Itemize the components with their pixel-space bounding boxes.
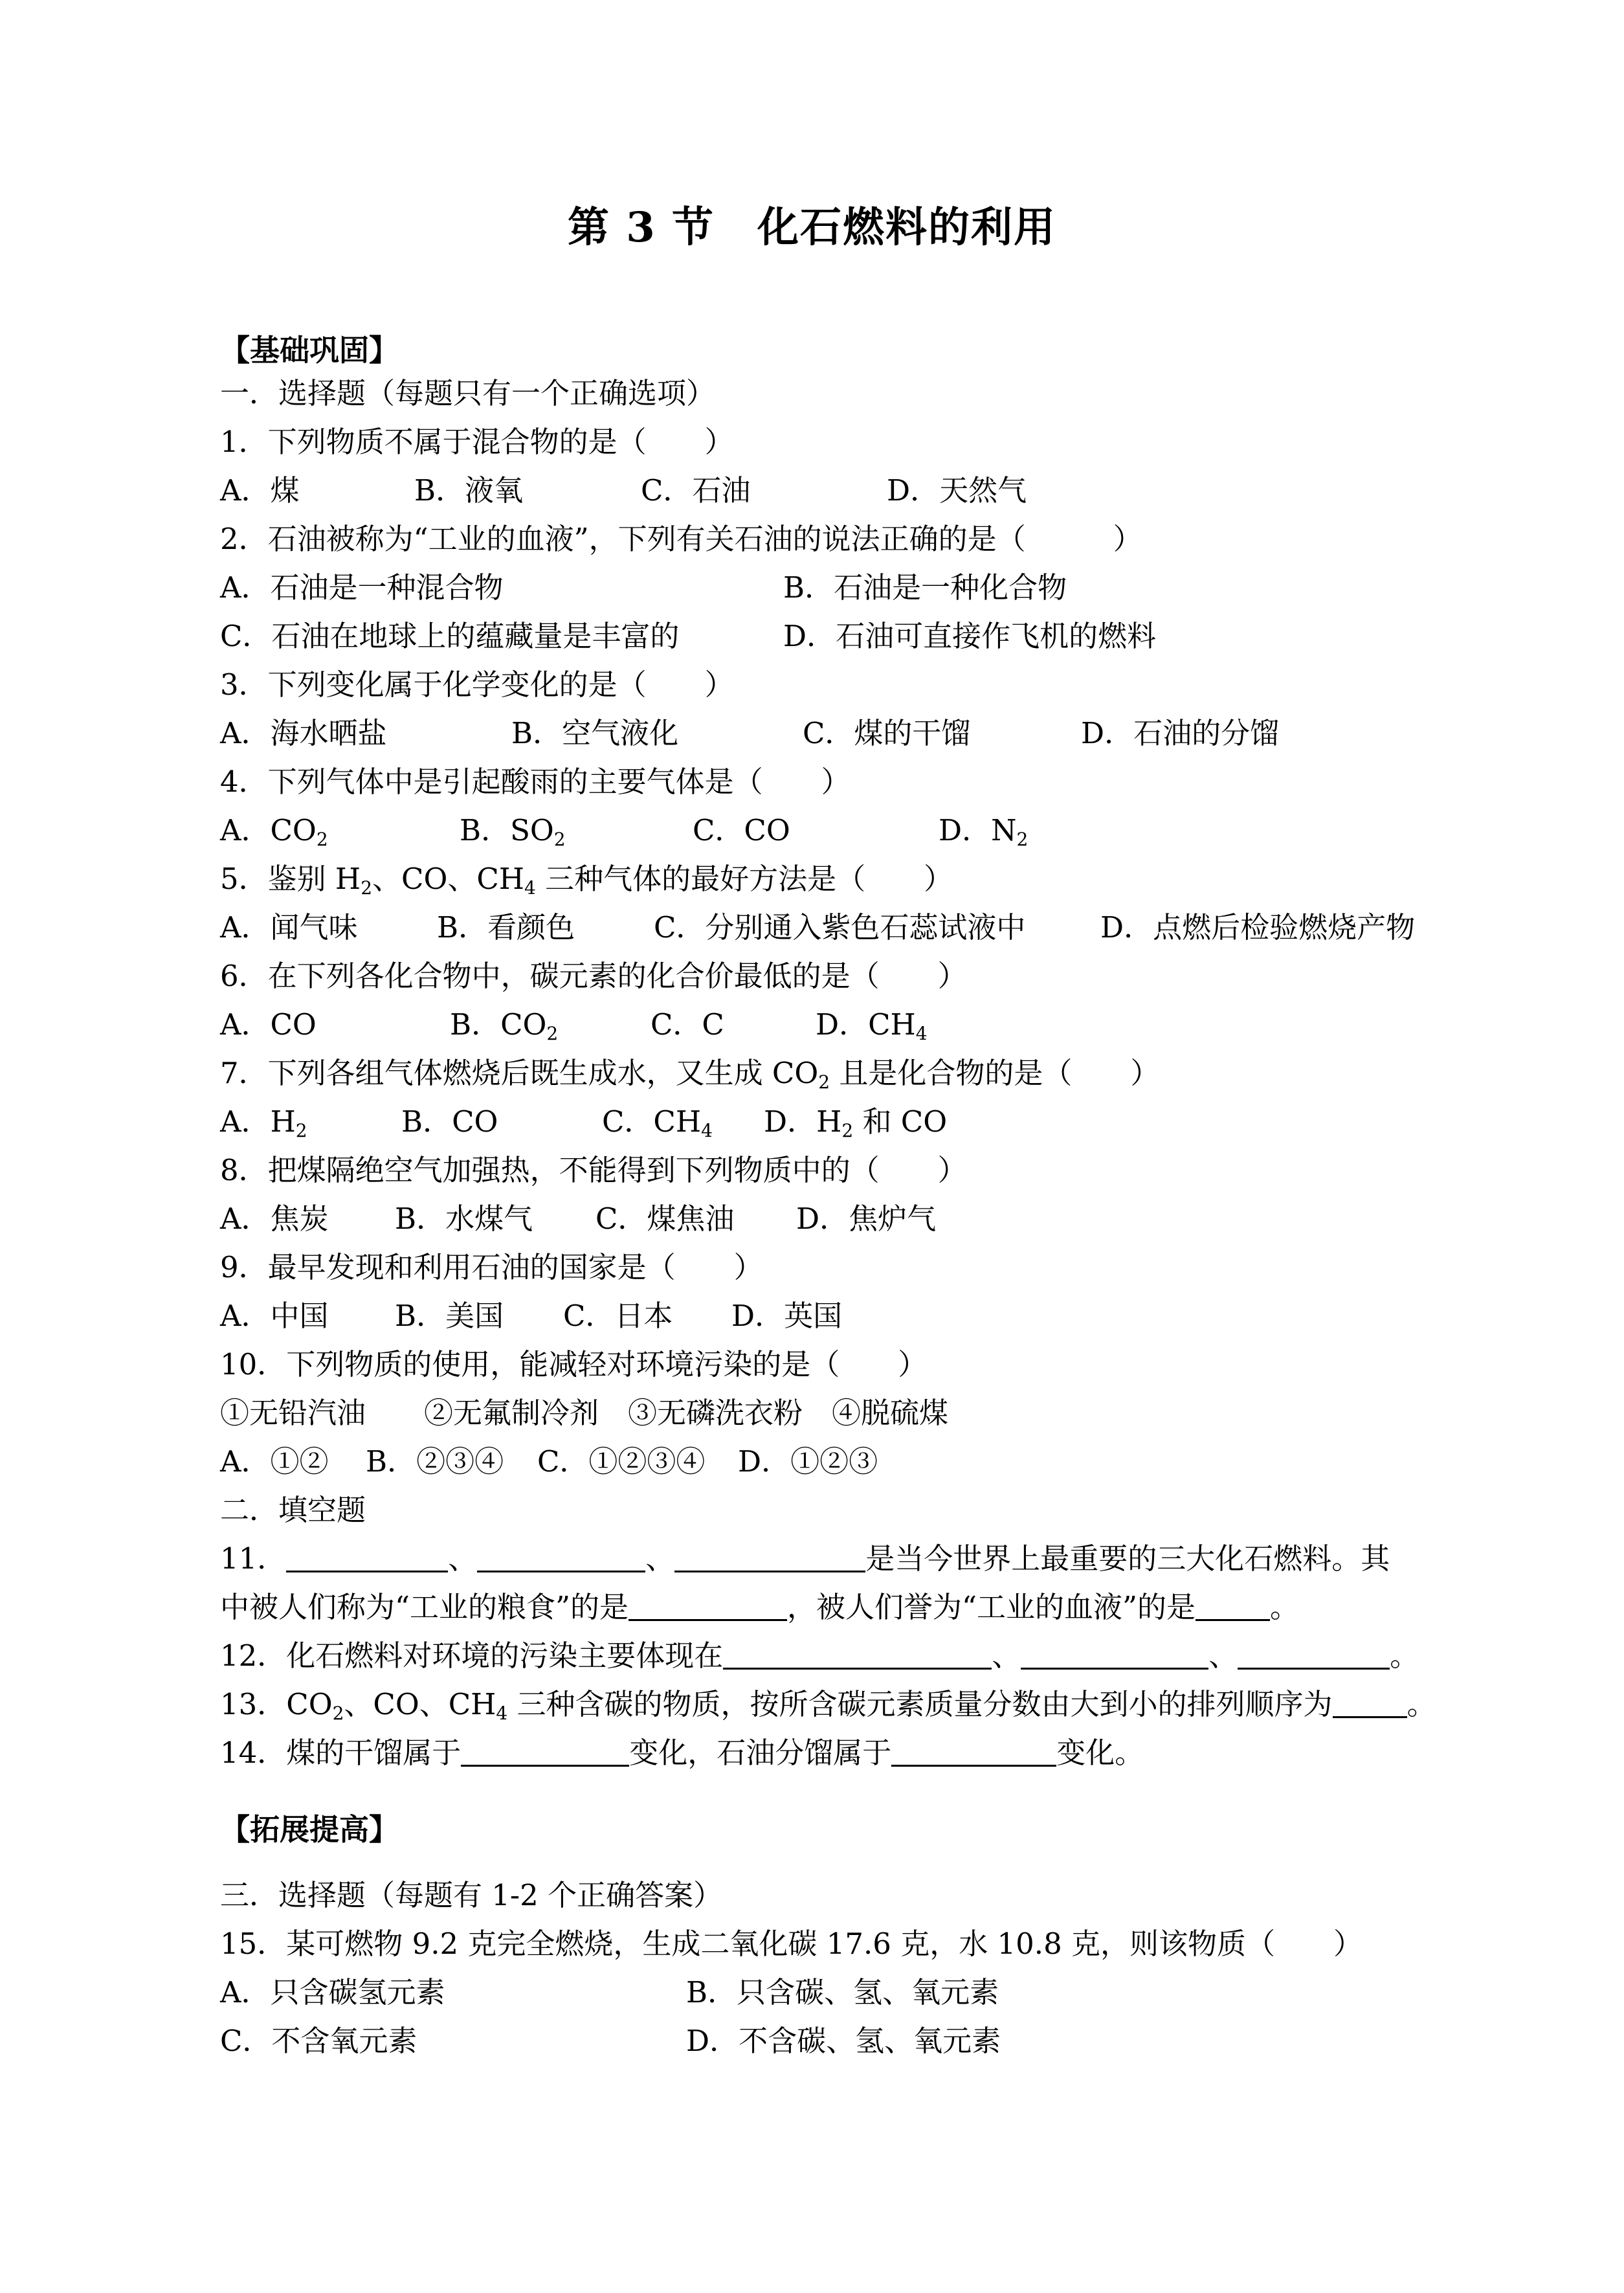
q3-option-c[interactable]: C．煤的干馏 (803, 716, 971, 750)
q3-option-d[interactable]: D．石油的分馏 (1081, 716, 1280, 750)
question-1-stem: 1．下列物质不属于混合物的是（ ） (220, 425, 734, 459)
page-title: 第 3 节 化石燃料的利用 (567, 203, 1057, 252)
question-2-stem: 2．石油被称为“工业的血液”，下列有关石油的说法正确的是（ ） (220, 522, 1142, 556)
q4-option-c[interactable]: C．CO (693, 813, 790, 847)
q8-option-d[interactable]: D．焦炉气 (796, 1202, 937, 1236)
q14-blank-2[interactable] (891, 1739, 1056, 1767)
question-14: 14．煤的干馏属于 变化，石油分馏属于 变化。 (220, 1736, 1144, 1770)
q1-option-c[interactable]: C．石油 (641, 473, 751, 508)
question-8-stem: 8．把煤隔绝空气加强热，不能得到下列物质中的（ ） (220, 1153, 967, 1187)
q6-option-c[interactable]: C．C (651, 1007, 724, 1042)
q15-option-a[interactable]: A．只含碳氢元素 (220, 1975, 445, 2009)
q7-option-d[interactable]: D．$H_2$ 和 CO (764, 1104, 948, 1141)
q10-option-d[interactable]: D．①②③ (738, 1444, 878, 1479)
q15-option-b[interactable]: B．只含碳、氢、氧元素 (686, 1975, 999, 2009)
question-13: 13．$CO_2$、CO、$CH_4$ 三种含碳的物质，按所含碳元素质量分数由大到小的排列顺序为 。 (220, 1687, 1436, 1724)
q14-blank-1[interactable] (461, 1739, 629, 1767)
q6-option-b[interactable]: B．$CO_2$ (450, 1007, 559, 1044)
q3-option-b[interactable]: B．空气液化 (511, 716, 679, 750)
question-4-stem: 4．下列气体中是引起酸雨的主要气体是（ ） (220, 765, 851, 799)
q9-option-d[interactable]: D．英国 (731, 1299, 843, 1333)
q1-option-b[interactable]: B．液氧 (414, 473, 524, 508)
q9-option-b[interactable]: B．美国 (395, 1299, 504, 1333)
q8-option-b[interactable]: B．水煤气 (395, 1202, 533, 1236)
q11-blank-2[interactable] (477, 1545, 645, 1572)
q12-blank-3[interactable] (1238, 1642, 1390, 1670)
q1-option-d[interactable]: D．天然气 (887, 473, 1027, 508)
section-extend: 【拓展提高】 (220, 1812, 399, 1847)
q7-option-c[interactable]: C．$CH_4$ (602, 1104, 713, 1141)
q5-option-c[interactable]: C．分别通入紫色石蕊试液中 (654, 910, 1026, 945)
q11-blank-3[interactable] (674, 1545, 865, 1572)
part-one-heading: 一．选择题（每题只有一个正确选项） (220, 376, 716, 410)
question-5-stem: 5．鉴别 $H_2$、CO、$CH_4$ 三种气体的最好方法是（ ） (220, 862, 953, 899)
q10-option-c[interactable]: C．①②③④ (537, 1444, 706, 1479)
question-10-stem: 10．下列物质的使用，能减轻对环境污染的是（ ） (220, 1347, 928, 1381)
q6-option-a[interactable]: A．CO (220, 1007, 317, 1042)
q1-option-a[interactable]: A．煤 (220, 473, 300, 508)
q11-blank-4[interactable] (628, 1593, 787, 1621)
question-3-stem: 3．下列变化属于化学变化的是（ ） (220, 667, 734, 702)
question-11-line1: 11． 、 、 是当今世界上最重要的三大化石燃料。其 (220, 1541, 1390, 1576)
question-9-stem: 9．最早发现和利用石油的国家是（ ） (220, 1250, 763, 1284)
q8-option-c[interactable]: C．煤焦油 (595, 1202, 735, 1236)
q10-option-a[interactable]: A．①② (220, 1444, 329, 1479)
q8-option-a[interactable]: A．焦炭 (220, 1202, 329, 1236)
question-7-stem: 7．下列各组气体燃烧后既生成水，又生成 $CO_2$ 且是化合物的是（ ） (220, 1056, 1160, 1093)
q3-option-a[interactable]: A．海水晒盐 (220, 716, 387, 750)
q5-option-b[interactable]: B．看颜色 (437, 910, 575, 945)
q5-option-a[interactable]: A．闻气味 (220, 910, 358, 945)
q4-option-b[interactable]: B．$SO_2$ (460, 813, 566, 850)
question-10-items: ①无铅汽油 ②无氟制冷剂 ③无磷洗衣粉 ④脱硫煤 (220, 1396, 949, 1430)
q7-option-b[interactable]: B．CO (401, 1104, 498, 1139)
part-two-heading: 二．填空题 (220, 1493, 366, 1527)
q11-blank-1[interactable] (286, 1545, 448, 1572)
q11-blank-5[interactable] (1196, 1593, 1270, 1621)
q2-option-a[interactable]: A．石油是一种混合物 (220, 570, 504, 605)
q15-option-d[interactable]: D．不含碳、氢、氧元素 (686, 2024, 1001, 2058)
q2-option-c[interactable]: C．石油在地球上的蕴藏量是丰富的 (220, 619, 680, 653)
q9-option-c[interactable]: C．日本 (563, 1299, 673, 1333)
q15-option-c[interactable]: C．不含氧元素 (220, 2024, 417, 2058)
q12-blank-1[interactable] (723, 1642, 992, 1670)
q2-option-b[interactable]: B．石油是一种化合物 (783, 570, 1067, 605)
q12-blank-2[interactable] (1021, 1642, 1208, 1670)
question-11-line2: 中被人们称为“工业的粮食”的是 ，被人们誉为“工业的血液”的是 。 (220, 1590, 1300, 1624)
q13-blank[interactable] (1333, 1690, 1407, 1718)
q10-option-b[interactable]: B．②③④ (366, 1444, 504, 1479)
q5-option-d[interactable]: D．点燃后检验燃烧产物 (1100, 910, 1416, 945)
question-12: 12．化石燃料对环境的污染主要体现在 、 、 。 (220, 1639, 1419, 1673)
q4-option-d[interactable]: D．$N_2$ (939, 813, 1029, 850)
part-three-heading: 三．选择题（每题有 1-2 个正确答案） (220, 1878, 723, 1912)
q6-option-d[interactable]: D．$CH_4$ (816, 1007, 928, 1044)
q2-option-d[interactable]: D．石油可直接作飞机的燃料 (783, 619, 1157, 653)
q9-option-a[interactable]: A．中国 (220, 1299, 329, 1333)
q4-option-a[interactable]: A．$CO_2$ (220, 813, 328, 850)
q7-option-a[interactable]: A．$H_2$ (220, 1104, 307, 1141)
question-15-stem: 15．某可燃物 9.2 克完全燃烧，生成二氧化碳 17.6 克，水 10.8 克，则该物质（ ） (220, 1927, 1363, 1961)
question-6-stem: 6．在下列各化合物中，碳元素的化合价最低的是（ ） (220, 959, 967, 993)
section-basic: 【基础巩固】 (220, 333, 399, 368)
